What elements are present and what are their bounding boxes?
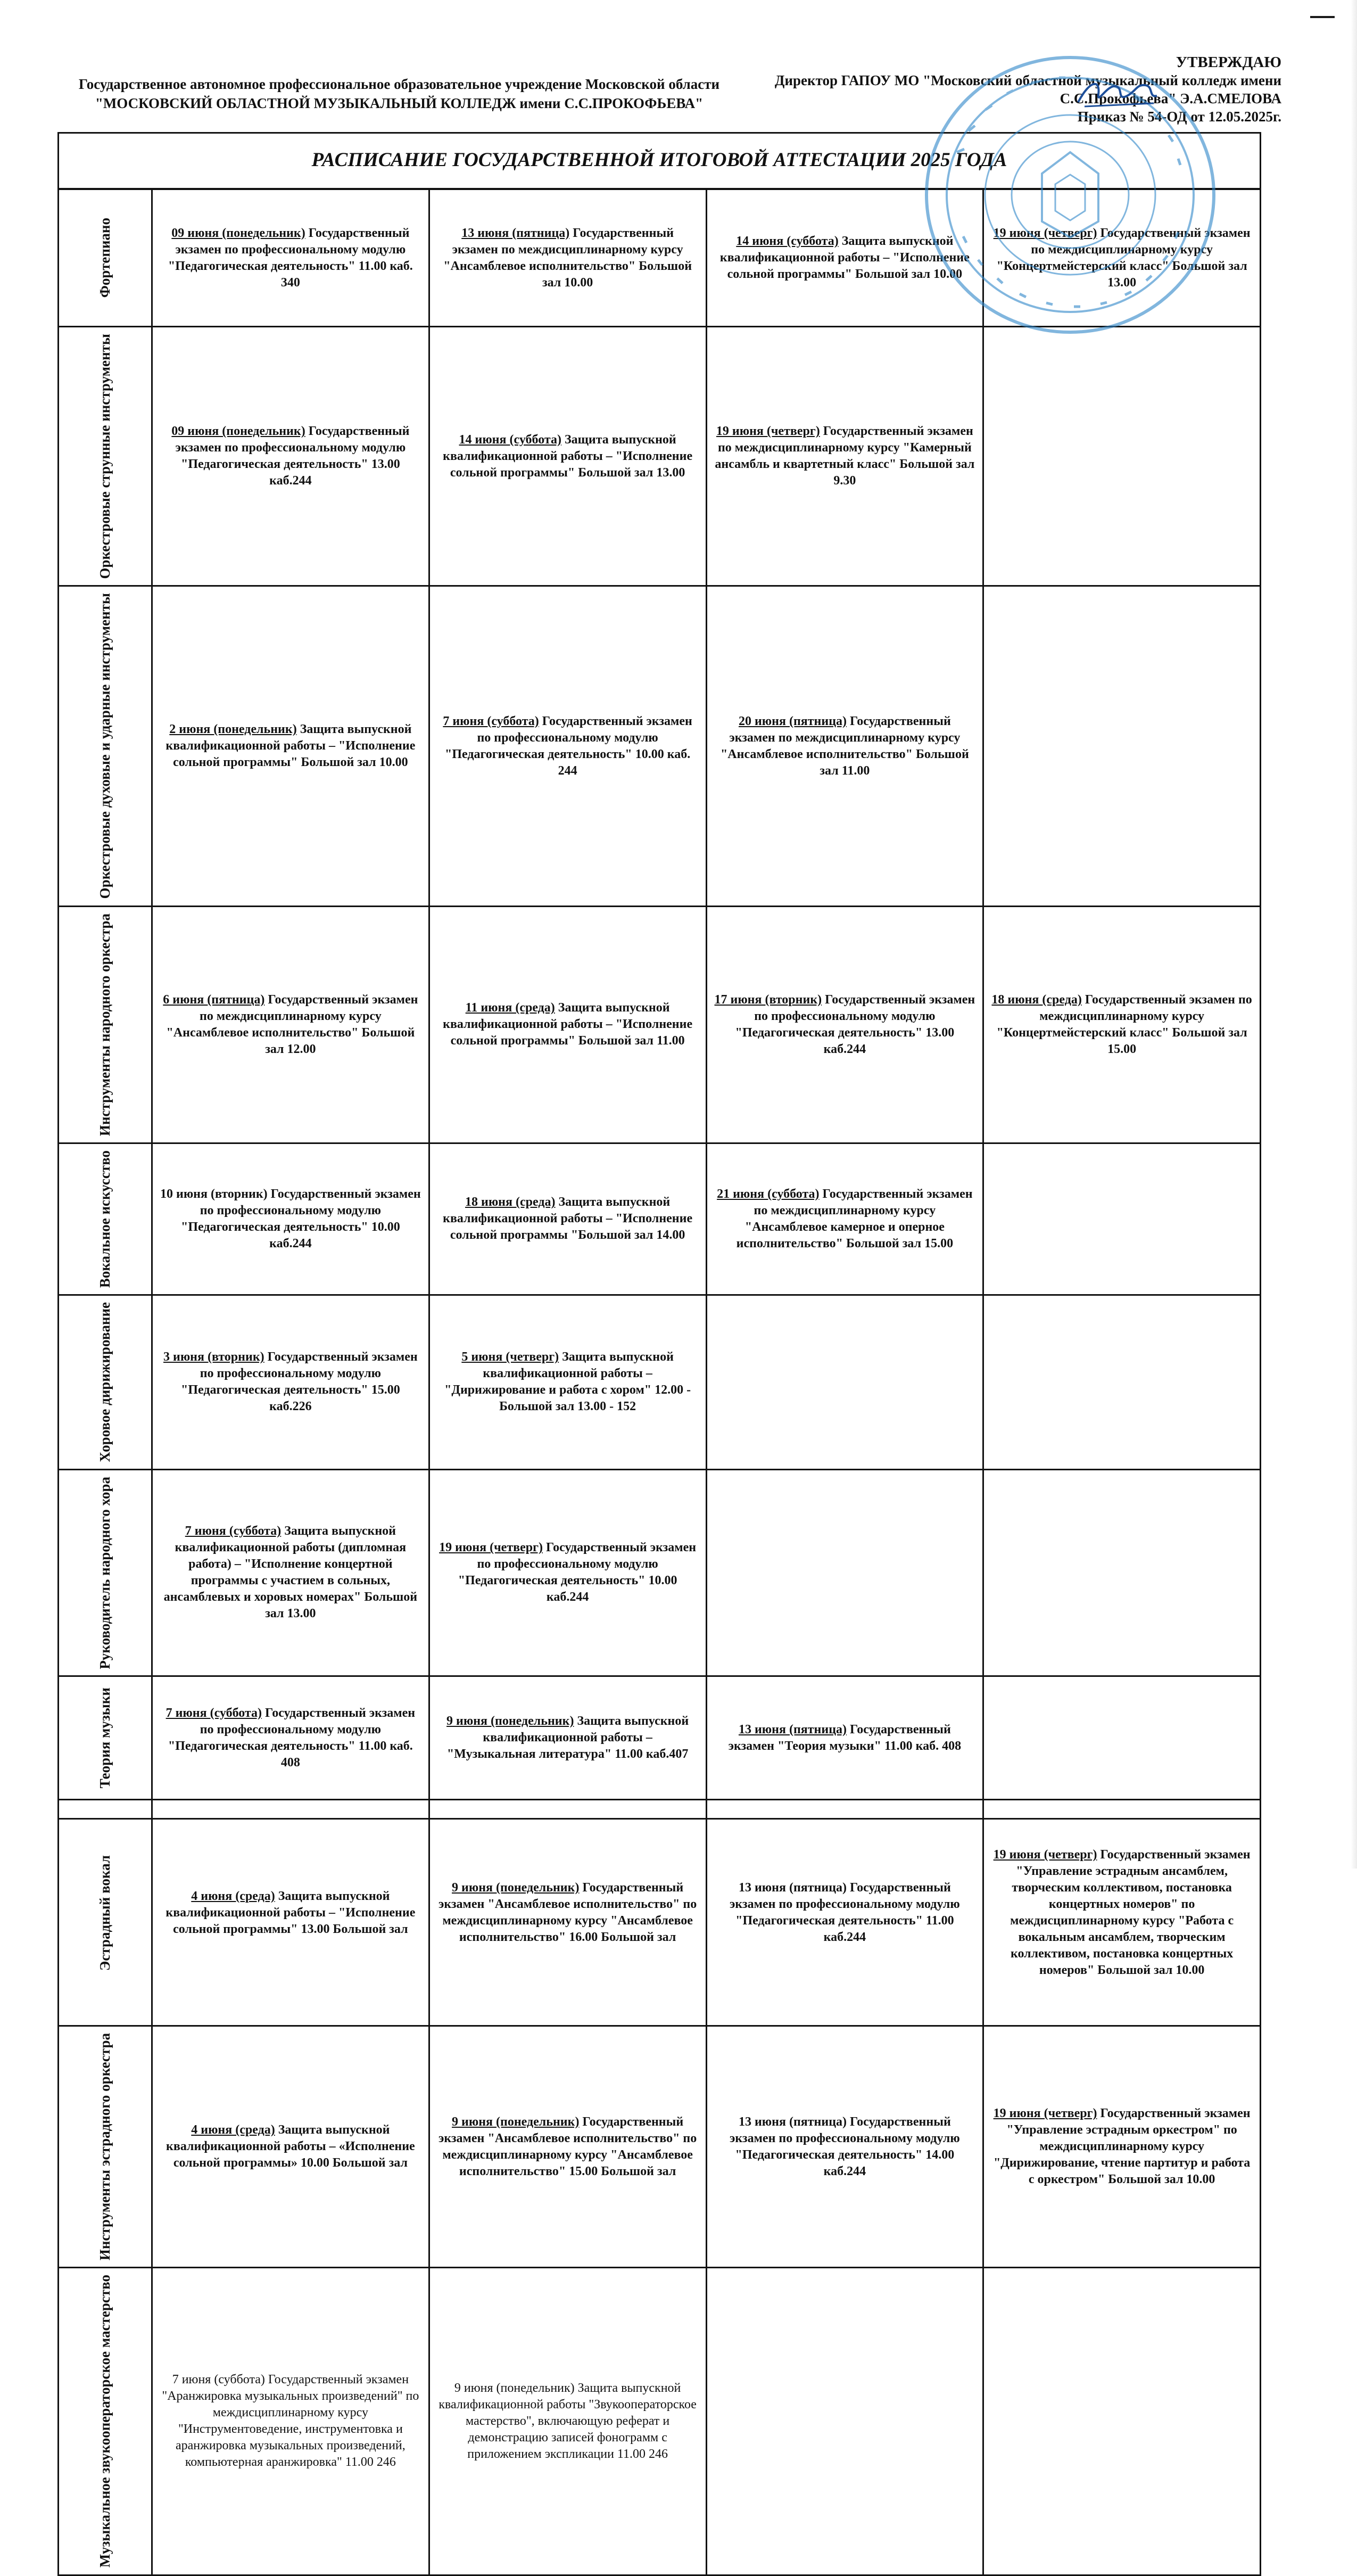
exam-cell bbox=[706, 2268, 983, 2575]
exam-date: 14 июня (суббота) bbox=[459, 432, 561, 447]
exam-text: Государственный экзамен по междисциплинарному курсу "Ансамблевое камерное и оперное исполнительство" Большой зал 15.00 bbox=[736, 1187, 973, 1250]
section-cell bbox=[59, 190, 152, 327]
exam-text: Государственный экзамен по междисциплинарному курсу "Камерный ансамбль и квартетный класс" Большой зал 9.30 bbox=[715, 424, 975, 488]
section-label: Музыкальное звукооператорское мастерство bbox=[97, 2275, 113, 2568]
exam-cell bbox=[983, 327, 1261, 586]
exam-date: 13 июня (пятница) bbox=[461, 226, 570, 240]
exam-cell bbox=[429, 586, 706, 906]
exam-cell bbox=[429, 1295, 706, 1470]
college-name: "МОСКОВСКИЙ ОБЛАСТНОЙ МУЗЫКАЛЬНЫЙ КОЛЛЕДЖ имени С.С.ПРОКОФЬЕВА" bbox=[95, 95, 704, 111]
exam-date: 20 июня (пятница) bbox=[738, 714, 847, 728]
exam-text: Государственный экзамен по профессиональному модулю "Педагогическая деятельность" 13.00 каб.244 bbox=[175, 424, 410, 488]
approval-director: Директор ГАПОУ МО "Московский областной музыкальный колледж имени bbox=[774, 72, 1281, 88]
section-label: Эстрадный вокал bbox=[97, 1855, 113, 1971]
scan-edge bbox=[1351, 0, 1357, 1869]
exam-text: Защита выпускной квалификационной работы – "Музыкальная литература" 11.00 каб.407 bbox=[446, 1714, 689, 1762]
exam-text: Защита выпускной квалификационной работы (дипломная работа) – "Исполнение концертной программы с участием в сольных, ансамблевых и хоровых номерах" Большой зал 13.00 bbox=[163, 1524, 418, 1621]
section-cell bbox=[59, 906, 152, 1143]
exam-text: 9 июня (понедельник) Защита выпускной квалификационной работы "Звукооператорское мастерство", включающую реферат и демонстрацию записей фонограмм с приложением экспликации 11.00 246 bbox=[438, 2381, 697, 2461]
exam-cell bbox=[152, 906, 429, 1143]
exam-date: 9 июня (понедельник) bbox=[452, 1881, 580, 1895]
exam-cell bbox=[429, 190, 706, 327]
exam-cell bbox=[152, 586, 429, 906]
schedule-row bbox=[59, 2026, 1261, 2268]
exam-cell bbox=[706, 1469, 983, 1676]
schedule-row bbox=[59, 906, 1261, 1143]
exam-text: Государственный экзамен по профессиональному модулю "Педагогическая деятельность" 10.00 каб.244 bbox=[458, 1541, 697, 1604]
exam-date: 09 июня (понедельник) bbox=[171, 424, 305, 439]
exam-date: 19 июня (четверг) bbox=[993, 2106, 1097, 2121]
exam-cell bbox=[706, 1800, 983, 2026]
section-cell bbox=[59, 1800, 152, 2026]
exam-cell bbox=[706, 586, 983, 906]
exam-cell bbox=[983, 1676, 1261, 1800]
exam-cell bbox=[152, 1469, 429, 1676]
exam-date: 17 июня (вторник) bbox=[714, 992, 822, 1007]
exam-date: 5 июня (четверг) bbox=[461, 1350, 559, 1364]
exam-cell bbox=[706, 2026, 983, 2268]
exam-text: Государственный экзамен по междисциплинарному курсу "Концертмейстерский класс" Большой зал 15.00 bbox=[996, 992, 1252, 1056]
schedule-row bbox=[59, 1295, 1261, 1470]
section-label: Руководитель народного хора bbox=[97, 1476, 113, 1669]
schedule-row bbox=[59, 586, 1261, 906]
exam-cell bbox=[983, 2268, 1261, 2575]
exam-text: Государственный экзамен по междисциплинарному курсу "Ансамблевое исполнительство" Большой зал 12.00 bbox=[166, 992, 418, 1056]
exam-text: Государственный экзамен "Ансамблевое исполнительство" по междисциплинарному курсу "Ансамблевое исполнительство" 16.00 Большой зал bbox=[438, 1881, 697, 1945]
organization-name: Государственное автономное профессиональное образовательное учреждение Московской области bbox=[78, 76, 720, 92]
exam-text: 7 июня (суббота) Государственный экзамен "Аранжировка музыкальных произведений" по междисциплинарному курсу "Инструментоведение, инструментовка и аранжировка музыкальных произведений, компьютерная аранжировка" 11.00 246 bbox=[162, 2373, 419, 2470]
exam-date: 4 июня (среда) bbox=[191, 2123, 275, 2137]
exam-cell bbox=[152, 2268, 429, 2575]
approval-name: С.С.Прокофьева" Э.А.СМЕЛОВА bbox=[1060, 90, 1281, 106]
schedule-row bbox=[59, 2268, 1261, 2575]
exam-text: Защита выпускной квалификационной работы – "Исполнение сольной программы "Большой зал 14.00 bbox=[443, 1195, 693, 1242]
exam-cell bbox=[152, 190, 429, 327]
exam-text: Государственный экзамен "Теория музыки" 11.00 каб. 408 bbox=[728, 1722, 962, 1753]
exam-cell bbox=[429, 1800, 706, 2026]
exam-text: Защита выпускной квалификационной работы – "Исполнение сольной программы" Большой зал 11.00 bbox=[443, 1001, 693, 1048]
exam-text: Защита выпускной квалификационной работы – "Исполнение сольной программы" Большой зал 10.00 bbox=[166, 722, 416, 770]
exam-cell bbox=[983, 1800, 1261, 2026]
exam-text: 13 июня (пятница) Государственный экзамен по профессиональному модулю "Педагогическая деятельность" 14.00 каб.244 bbox=[730, 2114, 960, 2178]
organization-header bbox=[53, 75, 745, 113]
exam-text: Государственный экзамен "Управление эстрадным оркестром" по междисциплинарному курсу "Дирижирование, чтение партитур и работа с оркестром" Большой зал 10.00 bbox=[993, 2106, 1251, 2187]
exam-date: 21 июня (суббота) bbox=[717, 1187, 820, 1201]
exam-cell bbox=[706, 1143, 983, 1295]
section-label: Теория музыки bbox=[97, 1688, 113, 1789]
exam-text: 10 июня (вторник) Государственный экзамен по профессиональному модулю "Педагогическая деятельность" 10.00 каб.244 bbox=[160, 1187, 421, 1250]
exam-date: 18 июня (среда) bbox=[991, 992, 1082, 1007]
section-label: Хоровое дирижирование bbox=[97, 1302, 113, 1462]
exam-text: Защита выпускной квалификационной работы – «Исполнение сольной программы» 10.00 Большой зал bbox=[166, 2123, 415, 2170]
exam-date: 9 июня (понедельник) bbox=[446, 1714, 574, 1729]
section-cell bbox=[59, 1676, 152, 1800]
exam-text: Защита выпускной квалификационной работы – "Дирижирование и работа с хором" 12.00 - Большой зал 13.00 - 152 bbox=[444, 1350, 691, 1414]
exam-text: Государственный экзамен "Ансамблевое исполнительство" по междисциплинарному курсу "Ансамблевое исполнительство" 15.00 Большой зал bbox=[438, 2114, 697, 2178]
exam-cell bbox=[429, 1143, 706, 1295]
approval-title: УТВЕРЖДАЮ bbox=[1176, 54, 1281, 71]
exam-date: 2 июня (понедельник) bbox=[169, 722, 297, 737]
exam-cell bbox=[152, 1295, 429, 1470]
exam-date: 3 июня (вторник) bbox=[163, 1350, 264, 1364]
section-label: Вокальное искусство bbox=[97, 1150, 113, 1288]
exam-date: 18 июня (среда) bbox=[465, 1195, 556, 1209]
exam-cell bbox=[429, 1469, 706, 1676]
section-cell bbox=[59, 586, 152, 906]
exam-cell bbox=[429, 2026, 706, 2268]
exam-text: Государственный экзамен по профессиональному модулю "Педагогическая деятельность" 11.00 каб. 340 bbox=[168, 226, 413, 290]
exam-cell bbox=[152, 1800, 429, 2026]
section-cell bbox=[59, 327, 152, 586]
schedule-table bbox=[57, 188, 1261, 2576]
exam-date: 09 июня (понедельник) bbox=[171, 226, 305, 240]
section-label: Оркестровые духовые и ударные инструменты bbox=[97, 593, 113, 899]
exam-text: Государственный экзамен по междисциплинарному курсу "Концертмейстерский класс" Большой зал 13.00 bbox=[996, 226, 1251, 290]
exam-cell bbox=[983, 1295, 1261, 1470]
exam-date: 19 июня (четверг) bbox=[993, 226, 1097, 240]
exam-cell bbox=[429, 327, 706, 586]
section-label: Оркестровые струнные инструменты bbox=[97, 334, 113, 579]
section-label: Инструменты эстрадного оркестра bbox=[97, 2033, 113, 2261]
exam-text: Государственный экзамен по междисциплинарному курсу "Ансамблевое исполнительство" Большой зал 11.00 bbox=[720, 714, 969, 778]
exam-text: Защита выпускной квалификационной работы – "Исполнение сольной программы" Большой зал 10.00 bbox=[719, 234, 970, 281]
exam-date: 7 июня (суббота) bbox=[443, 714, 539, 728]
exam-cell bbox=[429, 1676, 706, 1800]
section-label: Инструменты народного оркестра bbox=[97, 913, 113, 1136]
exam-date: 9 июня (понедельник) bbox=[452, 2114, 580, 2129]
exam-text: Государственный экзамен по профессиональному модулю "Педагогическая деятельность" 13.00 каб.244 bbox=[735, 992, 975, 1056]
exam-cell bbox=[429, 2268, 706, 2575]
exam-cell bbox=[152, 1143, 429, 1295]
exam-cell bbox=[152, 1676, 429, 1800]
scan-mark bbox=[1310, 16, 1335, 18]
schedule-row bbox=[59, 327, 1261, 586]
exam-cell bbox=[152, 327, 429, 586]
exam-text: Государственный экзамен по профессиональному модулю "Педагогическая деятельность" 11.00 каб. 408 bbox=[168, 1706, 416, 1770]
exam-date: 4 июня (среда) bbox=[191, 1889, 275, 1903]
exam-text: Защита выпускной квалификационной работы – "Исполнение сольной программы" Большой зал 13.00 bbox=[443, 432, 693, 480]
exam-text: Государственный экзамен по междисциплинарному курсу "Ансамблевое исполнительство" Большой зал 10.00 bbox=[443, 226, 692, 290]
exam-cell bbox=[706, 327, 983, 586]
section-cell bbox=[59, 2268, 152, 2575]
exam-date: 7 июня (суббота) bbox=[166, 1706, 262, 1720]
schedule-row bbox=[59, 1676, 1261, 1800]
exam-cell bbox=[983, 586, 1261, 906]
exam-text: Государственный экзамен по профессиональному модулю "Педагогическая деятельность" 10.00 каб. 244 bbox=[445, 714, 692, 778]
schedule-row bbox=[59, 1143, 1261, 1295]
exam-cell bbox=[983, 2026, 1261, 2268]
exam-cell bbox=[429, 906, 706, 1143]
document-title: РАСПИСАНИЕ ГОСУДАРСТВЕННОЙ ИТОГОВОЙ АТТЕСТАЦИИ 2025 ГОДА bbox=[57, 132, 1261, 190]
exam-cell bbox=[706, 1295, 983, 1470]
section-cell bbox=[59, 1143, 152, 1295]
exam-text: Защита выпускной квалификационной работы – "Исполнение сольной программы" 13.00 Большой зал bbox=[166, 1889, 416, 1936]
schedule-row bbox=[59, 1469, 1261, 1676]
approval-order: Приказ № 54-ОД от 12.05.2025г. bbox=[1077, 109, 1281, 125]
exam-cell bbox=[706, 906, 983, 1143]
exam-date: 11 июня (среда) bbox=[465, 1001, 555, 1015]
exam-date: 19 июня (четверг) bbox=[716, 424, 820, 439]
exam-text: 13 июня (пятница) Государственный экзамен по профессиональному модулю "Педагогическая деятельность" 11.00 каб.244 bbox=[730, 1881, 960, 1945]
exam-date: 19 июня (четверг) bbox=[993, 1848, 1097, 1862]
director-signature bbox=[1074, 75, 1159, 112]
exam-text: Государственный экзамен по профессиональному модулю "Педагогическая деятельность" 15.00 каб.226 bbox=[181, 1350, 418, 1414]
exam-date: 19 июня (четверг) bbox=[439, 1541, 543, 1555]
college-seal-stamp bbox=[920, 51, 1221, 339]
exam-date: 6 июня (пятница) bbox=[163, 992, 265, 1007]
section-cell bbox=[59, 2026, 152, 2268]
exam-cell bbox=[983, 906, 1261, 1143]
section-cell bbox=[59, 1295, 152, 1470]
exam-date: 7 июня (суббота) bbox=[185, 1524, 282, 1538]
exam-cell bbox=[983, 1143, 1261, 1295]
schedule-row bbox=[59, 1800, 1261, 2026]
exam-date: 13 июня (пятница) bbox=[738, 1722, 847, 1736]
exam-cell bbox=[152, 2026, 429, 2268]
section-cell bbox=[59, 1469, 152, 1676]
exam-date: 14 июня (суббота) bbox=[736, 234, 839, 248]
exam-cell bbox=[983, 1469, 1261, 1676]
exam-cell bbox=[706, 1676, 983, 1800]
section-label: Фортепиано bbox=[97, 218, 113, 298]
exam-text: Государственный экзамен "Управление эстрадным ансамблем, творческим коллективом, постановка концертных номеров" по междисциплинарному курсу "Работа с вокальным ансамблем, творческим коллективом, постановка концертных номеров" Большой зал 10.00 bbox=[1010, 1848, 1251, 1978]
